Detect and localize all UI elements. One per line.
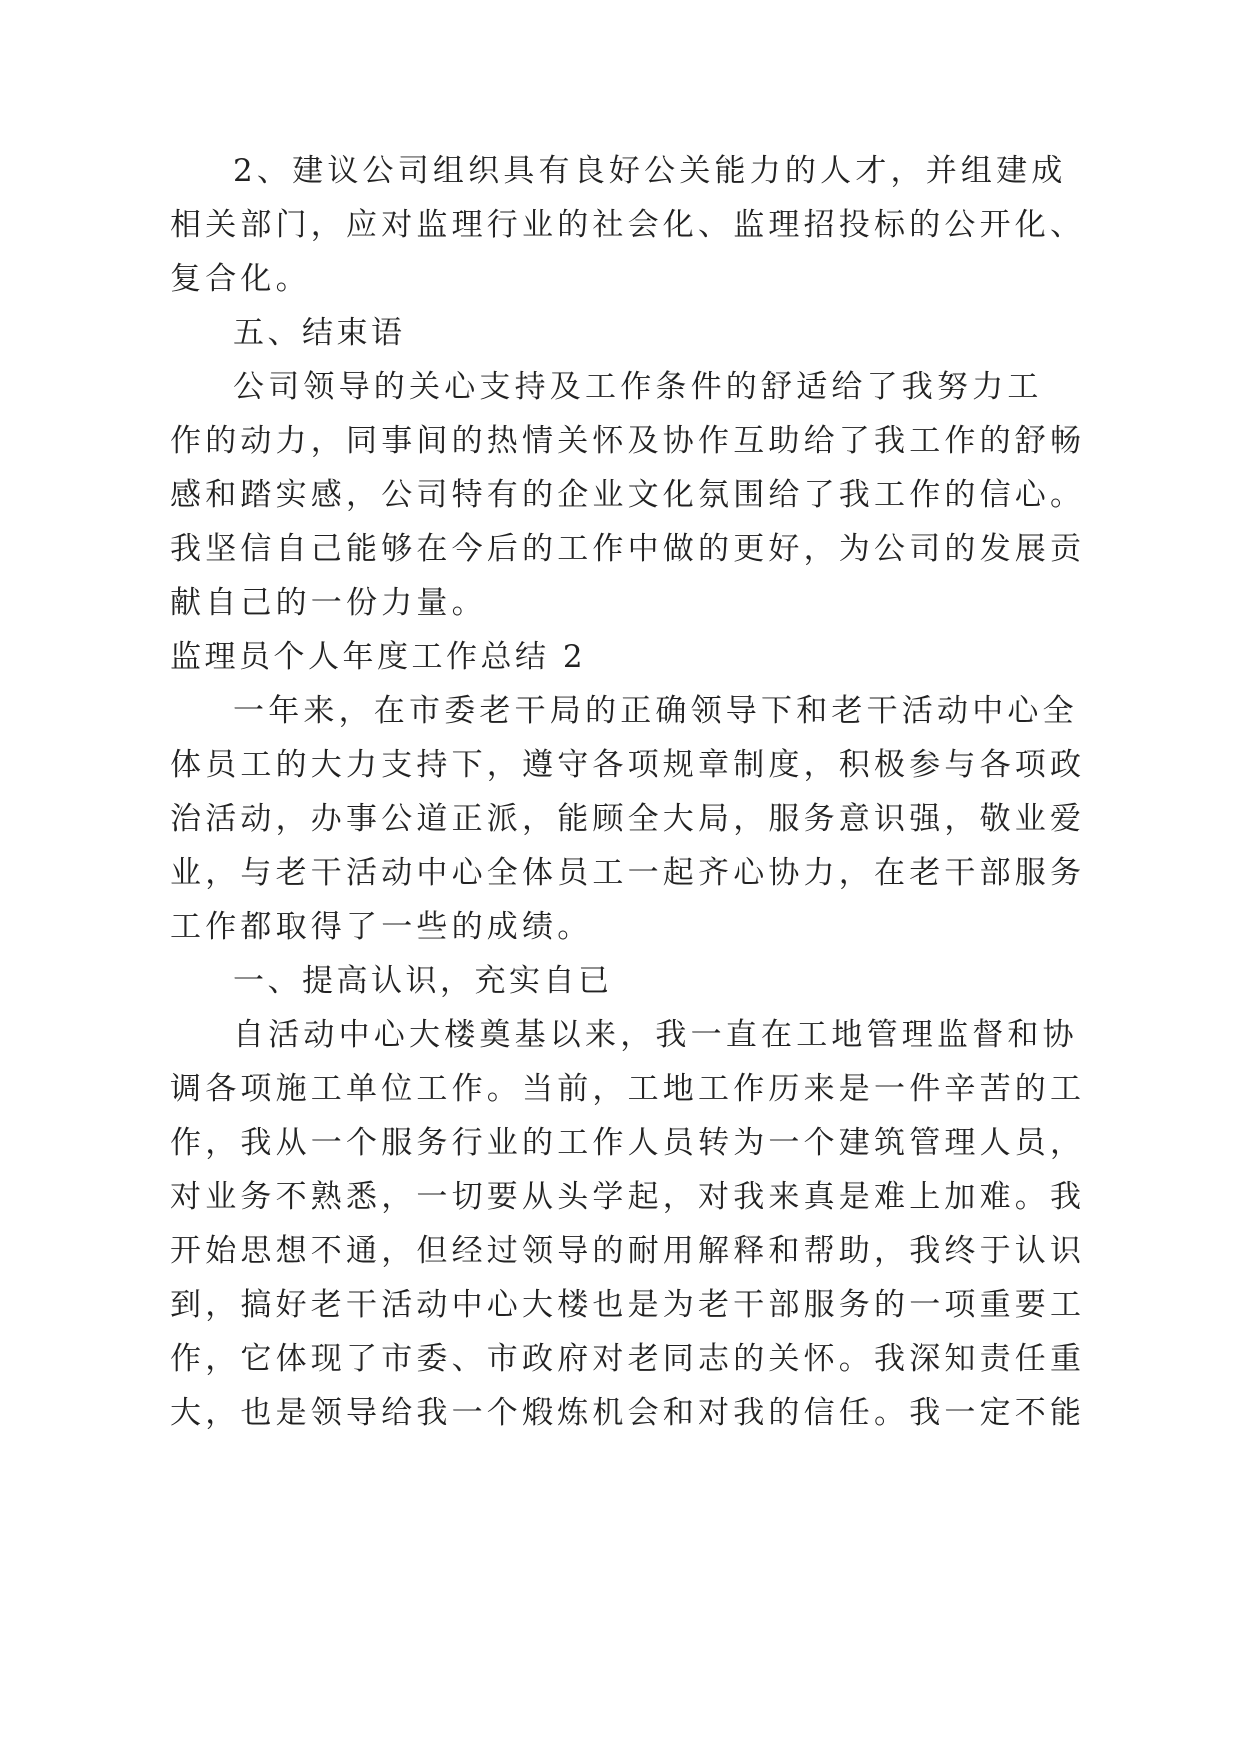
paragraph-line: 我坚信自己能够在今后的工作中做的更好，为公司的发展贡 <box>170 531 1086 567</box>
paragraph-line: 体员工的大力支持下，遵守各项规章制度，积极参与各项政 <box>170 747 1086 783</box>
paragraph-line: 相关部门，应对监理行业的社会化、监理招投标的公开化、 <box>170 207 1086 243</box>
paragraph-line: 业，与老干活动中心全体员工一起齐心协力，在老干部服务 <box>170 855 1086 891</box>
paragraph-line: 作，它体现了市委、市政府对老同志的关怀。我深知责任重 <box>170 1341 1086 1377</box>
section-heading: 一、提高认识，充实自已 <box>233 963 613 999</box>
paragraph-line: 献自己的一份力量。 <box>170 585 487 621</box>
paragraph-line: 2、建议公司组织具有良好公关能力的人才，并组建成 <box>233 153 1067 189</box>
paragraph-line: 作，我从一个服务行业的工作人员转为一个建筑管理人员， <box>170 1125 1086 1161</box>
paragraph-line: 调各项施工单位工作。当前，工地工作历来是一件辛苦的工 <box>170 1071 1086 1107</box>
section-heading: 五、结束语 <box>233 315 406 351</box>
paragraph-line: 感和踏实感，公司特有的企业文化氛围给了我工作的信心。 <box>170 477 1086 513</box>
paragraph-line: 自活动中心大楼奠基以来，我一直在工地管理监督和协 <box>233 1017 1078 1053</box>
paragraph-line: 作的动力，同事间的热情关怀及协作互助给了我工作的舒畅 <box>170 423 1086 459</box>
article-title: 监理员个人年度工作总结 2 <box>170 639 587 675</box>
paragraph-line: 公司领导的关心支持及工作条件的舒适给了我努力工 <box>233 369 1043 405</box>
paragraph-line: 一年来，在市委老干局的正确领导下和老干活动中心全 <box>233 693 1078 729</box>
paragraph-line: 开始思想不通，但经过领导的耐用解释和帮助，我终于认识 <box>170 1233 1086 1269</box>
paragraph-line: 到，搞好老干活动中心大楼也是为老干部服务的一项重要工 <box>170 1287 1086 1323</box>
paragraph-line: 治活动，办事公道正派，能顾全大局，服务意识强，敬业爱 <box>170 801 1086 837</box>
paragraph-line: 复合化。 <box>170 261 311 297</box>
paragraph-line: 大，也是领导给我一个煅炼机会和对我的信任。我一定不能 <box>170 1395 1086 1431</box>
paragraph-line: 对业务不熟悉，一切要从头学起，对我来真是难上加难。我 <box>170 1179 1086 1215</box>
paragraph-line: 工作都取得了一些的成绩。 <box>170 909 593 945</box>
